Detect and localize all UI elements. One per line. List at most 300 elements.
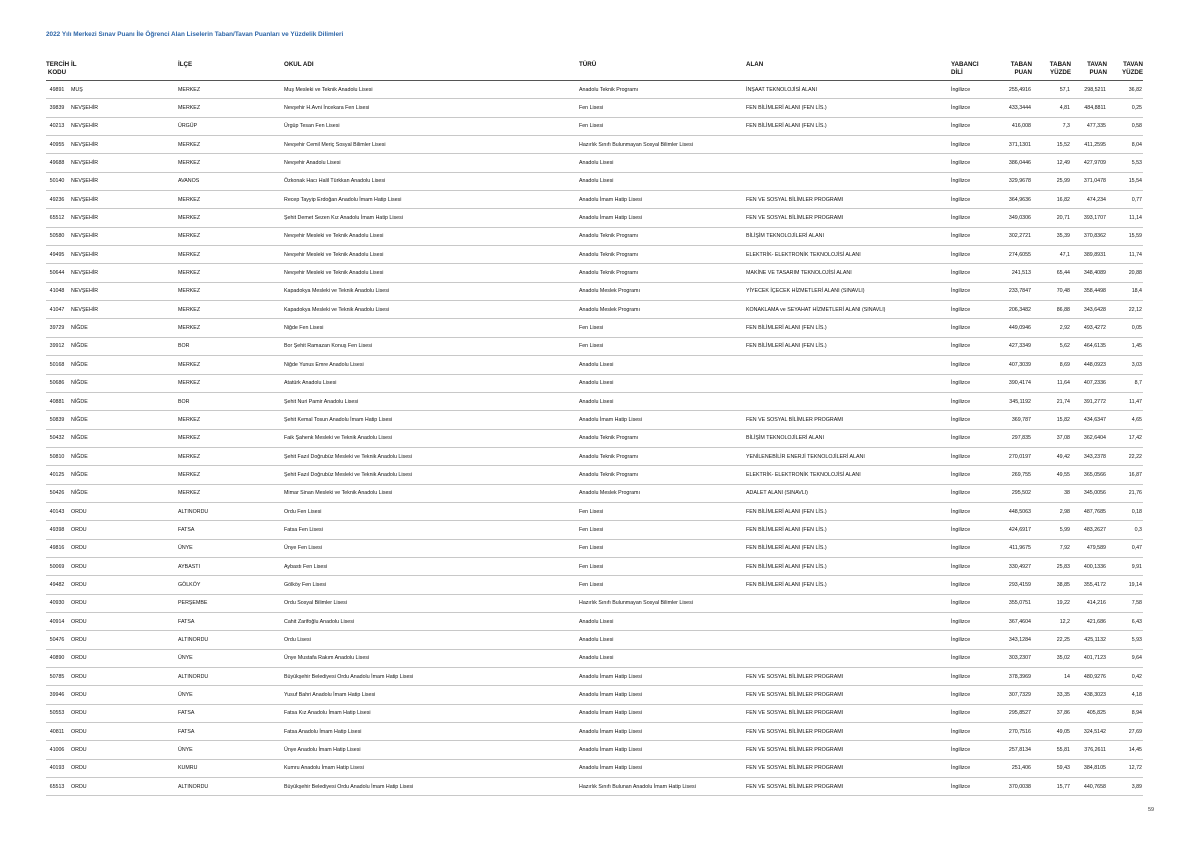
table-row bbox=[46, 668, 1143, 686]
cell-tur: Anadolu İmam Hatip Lisesi bbox=[579, 209, 746, 227]
cell-taban-puan: 386,0446 bbox=[1001, 154, 1032, 172]
cell-tur: Anadolu Teknik Programı bbox=[579, 447, 746, 465]
cell-okul: Cahit Zarifoğlu Anadolu Lisesi bbox=[284, 612, 579, 630]
cell-tavan-yuzde: 11,74 bbox=[1107, 246, 1143, 264]
cell-ilce: KUMRU bbox=[178, 759, 284, 777]
cell-dil: İngilizce bbox=[951, 172, 1001, 190]
cell-taban-puan: 416,008 bbox=[1001, 117, 1032, 135]
cell-tur: Anadolu Teknik Programı bbox=[579, 429, 746, 447]
cell-alan: FEN BİLİMLERİ ALANI (FEN LİS.) bbox=[746, 502, 951, 520]
cell-tavan-yuzde: 3,03 bbox=[1107, 356, 1143, 374]
cell-okul: Niğde Yunus Emre Anadolu Lisesi bbox=[284, 356, 579, 374]
cell-alan: FEN BİLİMLERİ ALANI (FEN LİS.) bbox=[746, 576, 951, 594]
cell-tavan-yuzde: 0,58 bbox=[1107, 117, 1143, 135]
cell-tavan-yuzde: 4,18 bbox=[1107, 686, 1143, 704]
cell-taban-yuzde: 25,99 bbox=[1032, 172, 1071, 190]
table-row bbox=[46, 557, 1143, 575]
cell-ilce: MERKEZ bbox=[178, 447, 284, 465]
cell-kod: 50644 bbox=[46, 264, 68, 282]
cell-tavan-puan: 448,0923 bbox=[1071, 356, 1107, 374]
table-row bbox=[46, 264, 1143, 282]
cell-taban-puan: 343,1284 bbox=[1001, 631, 1032, 649]
cell-il: NEVŞEHİR bbox=[68, 246, 178, 264]
cell-taban-puan: 293,4159 bbox=[1001, 576, 1032, 594]
cell-il: ORDU bbox=[68, 668, 178, 686]
cell-kod: 39912 bbox=[46, 337, 68, 355]
col-header-taban-puan: TABAN PUAN bbox=[1001, 54, 1032, 81]
school-scores-table bbox=[46, 54, 1143, 796]
cell-ilce: AVANOS bbox=[178, 172, 284, 190]
cell-tur: Hazırlık Sınıfı Bulunmayan Sosyal Bilimler Lisesi bbox=[579, 136, 746, 154]
cell-okul: Nevşehir Mesleki ve Teknik Anadolu Lisesi bbox=[284, 227, 579, 245]
cell-taban-puan: 233,7847 bbox=[1001, 282, 1032, 300]
cell-kod: 49891 bbox=[46, 81, 68, 99]
cell-tur: Anadolu İmam Hatip Lisesi bbox=[579, 411, 746, 429]
cell-tavan-yuzde: 17,42 bbox=[1107, 429, 1143, 447]
cell-kod: 50686 bbox=[46, 374, 68, 392]
cell-taban-yuzde: 20,71 bbox=[1032, 209, 1071, 227]
cell-ilce: MERKEZ bbox=[178, 99, 284, 117]
cell-taban-yuzde: 15,77 bbox=[1032, 778, 1071, 796]
cell-okul: Fatsa Anadolu İmam Hatip Lisesi bbox=[284, 723, 579, 741]
cell-il: NİĞDE bbox=[68, 447, 178, 465]
cell-tur: Anadolu Lisesi bbox=[579, 392, 746, 410]
cell-tavan-yuzde: 20,88 bbox=[1107, 264, 1143, 282]
table-row bbox=[46, 99, 1143, 117]
cell-okul: Ünye Anadolu İmam Hatip Lisesi bbox=[284, 741, 579, 759]
cell-tur: Anadolu Lisesi bbox=[579, 374, 746, 392]
cell-alan: FEN VE SOSYAL BİLİMLER PROGRAMI bbox=[746, 668, 951, 686]
cell-taban-puan: 295,8527 bbox=[1001, 704, 1032, 722]
cell-il: NEVŞEHİR bbox=[68, 117, 178, 135]
cell-taban-puan: 433,3444 bbox=[1001, 99, 1032, 117]
cell-taban-yuzde: 37,86 bbox=[1032, 704, 1071, 722]
cell-tavan-yuzde: 0,05 bbox=[1107, 319, 1143, 337]
cell-alan: BİLİŞİM TEKNOLOJİLERİ ALANI bbox=[746, 227, 951, 245]
table-row bbox=[46, 594, 1143, 612]
cell-tur: Anadolu Lisesi bbox=[579, 356, 746, 374]
cell-kod: 39946 bbox=[46, 686, 68, 704]
cell-ilce: MERKEZ bbox=[178, 411, 284, 429]
cell-taban-yuzde: 14 bbox=[1032, 668, 1071, 686]
cell-alan: ADALET ALANI (SINAVLI) bbox=[746, 484, 951, 502]
cell-tur: Anadolu Lisesi bbox=[579, 612, 746, 630]
cell-tur: Anadolu Teknik Programı bbox=[579, 264, 746, 282]
cell-okul: Kumru Anadolu İmam Hatip Lisesi bbox=[284, 759, 579, 777]
cell-tavan-yuzde: 0,47 bbox=[1107, 539, 1143, 557]
cell-ilce: ALTINORDU bbox=[178, 502, 284, 520]
cell-il: ORDU bbox=[68, 778, 178, 796]
table-row bbox=[46, 778, 1143, 796]
cell-kod: 50168 bbox=[46, 356, 68, 374]
cell-kod: 50785 bbox=[46, 668, 68, 686]
cell-alan: FEN VE SOSYAL BİLİMLER PROGRAMI bbox=[746, 686, 951, 704]
cell-kod: 50140 bbox=[46, 172, 68, 190]
cell-taban-puan: 206,3482 bbox=[1001, 301, 1032, 319]
cell-okul: Özkonak Hacı Halil Türkkan Anadolu Lisesi bbox=[284, 172, 579, 190]
cell-dil: İngilizce bbox=[951, 447, 1001, 465]
cell-dil: İngilizce bbox=[951, 429, 1001, 447]
cell-ilce: MERKEZ bbox=[178, 374, 284, 392]
cell-dil: İngilizce bbox=[951, 227, 1001, 245]
cell-tavan-yuzde: 0,42 bbox=[1107, 668, 1143, 686]
cell-ilce: FATSA bbox=[178, 723, 284, 741]
cell-kod: 65512 bbox=[46, 209, 68, 227]
cell-tavan-puan: 400,1336 bbox=[1071, 557, 1107, 575]
cell-ilce: ALTINORDU bbox=[178, 778, 284, 796]
cell-taban-puan: 257,8134 bbox=[1001, 741, 1032, 759]
cell-tur: Anadolu Lisesi bbox=[579, 154, 746, 172]
cell-tavan-yuzde: 21,76 bbox=[1107, 484, 1143, 502]
cell-taban-puan: 411,9675 bbox=[1001, 539, 1032, 557]
cell-tur: Fen Lisesi bbox=[579, 337, 746, 355]
cell-il: NEVŞEHİR bbox=[68, 264, 178, 282]
cell-tavan-yuzde: 8,7 bbox=[1107, 374, 1143, 392]
cell-dil: İngilizce bbox=[951, 759, 1001, 777]
cell-tavan-puan: 355,4172 bbox=[1071, 576, 1107, 594]
cell-tur: Fen Lisesi bbox=[579, 521, 746, 539]
col-header-kod: TERCİH KODU bbox=[46, 54, 68, 81]
cell-tavan-puan: 393,1707 bbox=[1071, 209, 1107, 227]
cell-okul: Fatsa Fen Lisesi bbox=[284, 521, 579, 539]
cell-dil: İngilizce bbox=[951, 612, 1001, 630]
table-header-row bbox=[46, 54, 1143, 81]
cell-ilce: MERKEZ bbox=[178, 282, 284, 300]
cell-kod: 50476 bbox=[46, 631, 68, 649]
cell-kod: 65513 bbox=[46, 778, 68, 796]
cell-alan bbox=[746, 594, 951, 612]
cell-okul: Faik Şahenk Mesleki ve Teknik Anadolu Lisesi bbox=[284, 429, 579, 447]
cell-il: NİĞDE bbox=[68, 411, 178, 429]
table-row bbox=[46, 429, 1143, 447]
cell-tur: Fen Lisesi bbox=[579, 319, 746, 337]
cell-tavan-yuzde: 0,3 bbox=[1107, 521, 1143, 539]
cell-kod: 49495 bbox=[46, 246, 68, 264]
cell-tavan-yuzde: 1,45 bbox=[1107, 337, 1143, 355]
table-row bbox=[46, 723, 1143, 741]
cell-taban-yuzde: 49,05 bbox=[1032, 723, 1071, 741]
cell-tavan-puan: 401,7123 bbox=[1071, 649, 1107, 667]
cell-taban-yuzde: 12,2 bbox=[1032, 612, 1071, 630]
cell-okul: Mimar Sinan Mesleki ve Teknik Anadolu Lisesi bbox=[284, 484, 579, 502]
cell-il: NİĞDE bbox=[68, 392, 178, 410]
cell-taban-puan: 329,9678 bbox=[1001, 172, 1032, 190]
cell-tavan-puan: 421,686 bbox=[1071, 612, 1107, 630]
cell-tur: Fen Lisesi bbox=[579, 557, 746, 575]
cell-tur: Anadolu Meslek Programı bbox=[579, 484, 746, 502]
cell-alan: FEN VE SOSYAL BİLİMLER PROGRAMI bbox=[746, 723, 951, 741]
cell-taban-yuzde: 2,92 bbox=[1032, 319, 1071, 337]
cell-taban-puan: 369,787 bbox=[1001, 411, 1032, 429]
cell-tur: Anadolu Teknik Programı bbox=[579, 227, 746, 245]
cell-tur: Anadolu Lisesi bbox=[579, 649, 746, 667]
cell-tavan-yuzde: 7,58 bbox=[1107, 594, 1143, 612]
cell-taban-yuzde: 5,62 bbox=[1032, 337, 1071, 355]
cell-ilce: FATSA bbox=[178, 704, 284, 722]
cell-alan: YİYECEK İÇECEK HİZMETLERİ ALANI (SINAVLI) bbox=[746, 282, 951, 300]
page-number: 59 bbox=[1148, 807, 1155, 813]
cell-alan: FEN VE SOSYAL BİLİMLER PROGRAMI bbox=[746, 411, 951, 429]
cell-tavan-puan: 493,4272 bbox=[1071, 319, 1107, 337]
cell-il: ORDU bbox=[68, 759, 178, 777]
cell-il: NEVŞEHİR bbox=[68, 227, 178, 245]
cell-kod: 50426 bbox=[46, 484, 68, 502]
cell-okul: Ordu Lisesi bbox=[284, 631, 579, 649]
cell-alan: FEN BİLİMLERİ ALANI (FEN LİS.) bbox=[746, 99, 951, 117]
cell-tavan-yuzde: 22,22 bbox=[1107, 447, 1143, 465]
document-title: 2022 Yılı Merkezi Sınav Puanı İle Öğrenci Alan Liselerin Taban/Tavan Puanları ve Yüzdelik Dilimleri bbox=[46, 31, 344, 38]
cell-taban-yuzde: 4,81 bbox=[1032, 99, 1071, 117]
cell-taban-yuzde: 49,42 bbox=[1032, 447, 1071, 465]
cell-dil: İngilizce bbox=[951, 191, 1001, 209]
cell-taban-puan: 297,835 bbox=[1001, 429, 1032, 447]
cell-taban-yuzde: 70,48 bbox=[1032, 282, 1071, 300]
cell-kod: 40955 bbox=[46, 136, 68, 154]
cell-il: NİĞDE bbox=[68, 374, 178, 392]
cell-tur: Anadolu Lisesi bbox=[579, 172, 746, 190]
table-row bbox=[46, 741, 1143, 759]
cell-taban-puan: 370,0038 bbox=[1001, 778, 1032, 796]
cell-il: NEVŞEHİR bbox=[68, 99, 178, 117]
table-row bbox=[46, 649, 1143, 667]
cell-alan: FEN VE SOSYAL BİLİMLER PROGRAMI bbox=[746, 759, 951, 777]
cell-dil: İngilizce bbox=[951, 539, 1001, 557]
col-header-tavan-yuzde: TAVAN YÜZDE bbox=[1107, 54, 1143, 81]
table-row bbox=[46, 631, 1143, 649]
cell-il: ORDU bbox=[68, 502, 178, 520]
cell-dil: İngilizce bbox=[951, 392, 1001, 410]
cell-kod: 39839 bbox=[46, 99, 68, 117]
cell-okul: Muş Mesleki ve Teknik Anadolu Lisesi bbox=[284, 81, 579, 99]
cell-taban-puan: 427,3349 bbox=[1001, 337, 1032, 355]
cell-okul: Şehit Fazıl Doğrubüz Mesleki ve Teknik Anadolu Lisesi bbox=[284, 447, 579, 465]
table-row bbox=[46, 117, 1143, 135]
cell-tur: Fen Lisesi bbox=[579, 502, 746, 520]
cell-alan: MAKİNE VE TASARIM TEKNOLOJİSİ ALANI bbox=[746, 264, 951, 282]
cell-alan: FEN VE SOSYAL BİLİMLER PROGRAMI bbox=[746, 209, 951, 227]
cell-tavan-puan: 370,8362 bbox=[1071, 227, 1107, 245]
cell-il: NEVŞEHİR bbox=[68, 209, 178, 227]
cell-dil: İngilizce bbox=[951, 136, 1001, 154]
cell-dil: İngilizce bbox=[951, 668, 1001, 686]
cell-ilce: MERKEZ bbox=[178, 191, 284, 209]
cell-tavan-puan: 371,0478 bbox=[1071, 172, 1107, 190]
cell-tavan-yuzde: 18,4 bbox=[1107, 282, 1143, 300]
cell-il: ORDU bbox=[68, 741, 178, 759]
cell-tavan-puan: 405,825 bbox=[1071, 704, 1107, 722]
table-row bbox=[46, 154, 1143, 172]
cell-alan: FEN BİLİMLERİ ALANI (FEN LİS.) bbox=[746, 539, 951, 557]
cell-kod: 40143 bbox=[46, 502, 68, 520]
cell-taban-puan: 367,4604 bbox=[1001, 612, 1032, 630]
cell-ilce: MERKEZ bbox=[178, 429, 284, 447]
cell-dil: İngilizce bbox=[951, 209, 1001, 227]
cell-tavan-puan: 389,8931 bbox=[1071, 246, 1107, 264]
cell-tur: Anadolu İmam Hatip Lisesi bbox=[579, 759, 746, 777]
cell-tur: Anadolu Teknik Programı bbox=[579, 81, 746, 99]
cell-taban-puan: 364,9636 bbox=[1001, 191, 1032, 209]
cell-taban-puan: 449,0946 bbox=[1001, 319, 1032, 337]
cell-taban-puan: 241,513 bbox=[1001, 264, 1032, 282]
cell-tavan-yuzde: 4,65 bbox=[1107, 411, 1143, 429]
cell-kod: 49482 bbox=[46, 576, 68, 594]
table-row bbox=[46, 246, 1143, 264]
cell-tavan-yuzde: 5,53 bbox=[1107, 154, 1143, 172]
cell-taban-puan: 295,502 bbox=[1001, 484, 1032, 502]
cell-taban-puan: 270,0197 bbox=[1001, 447, 1032, 465]
cell-alan bbox=[746, 649, 951, 667]
cell-tavan-yuzde: 5,93 bbox=[1107, 631, 1143, 649]
cell-tavan-yuzde: 14,45 bbox=[1107, 741, 1143, 759]
cell-okul: Şehit Nuri Pamir Anadolu Lisesi bbox=[284, 392, 579, 410]
cell-taban-puan: 378,3969 bbox=[1001, 668, 1032, 686]
cell-dil: İngilizce bbox=[951, 81, 1001, 99]
cell-kod: 40213 bbox=[46, 117, 68, 135]
cell-dil: İngilizce bbox=[951, 374, 1001, 392]
cell-taban-yuzde: 86,88 bbox=[1032, 301, 1071, 319]
cell-okul: Şehit Demet Sezen Kız Anadolu İmam Hatip Lisesi bbox=[284, 209, 579, 227]
cell-ilce: MERKEZ bbox=[178, 356, 284, 374]
cell-alan bbox=[746, 136, 951, 154]
cell-taban-puan: 349,0306 bbox=[1001, 209, 1032, 227]
cell-okul: Büyükşehir Belediyesi Ordu Anadolu İmam Hatip Lisesi bbox=[284, 668, 579, 686]
cell-taban-yuzde: 59,43 bbox=[1032, 759, 1071, 777]
table-row bbox=[46, 612, 1143, 630]
cell-il: ORDU bbox=[68, 686, 178, 704]
table-row bbox=[46, 282, 1143, 300]
cell-tur: Anadolu İmam Hatip Lisesi bbox=[579, 741, 746, 759]
cell-tavan-yuzde: 9,64 bbox=[1107, 649, 1143, 667]
cell-tavan-yuzde: 15,59 bbox=[1107, 227, 1143, 245]
cell-il: ORDU bbox=[68, 649, 178, 667]
cell-kod: 50810 bbox=[46, 447, 68, 465]
cell-okul: Ünye Fen Lisesi bbox=[284, 539, 579, 557]
cell-okul: Recep Tayyip Erdoğan Anadolu İmam Hatip Lisesi bbox=[284, 191, 579, 209]
cell-tavan-puan: 483,2627 bbox=[1071, 521, 1107, 539]
cell-taban-yuzde: 15,82 bbox=[1032, 411, 1071, 429]
cell-tur: Anadolu İmam Hatip Lisesi bbox=[579, 668, 746, 686]
col-header-tur: TÜRÜ bbox=[579, 54, 746, 81]
cell-ilce: MERKEZ bbox=[178, 81, 284, 99]
cell-okul: Nevşehir Mesleki ve Teknik Anadolu Lisesi bbox=[284, 246, 579, 264]
cell-taban-yuzde: 21,74 bbox=[1032, 392, 1071, 410]
cell-alan: YENİLENEBİLİR ENERJİ TEKNOLOJİLERİ ALANI bbox=[746, 447, 951, 465]
table-row bbox=[46, 411, 1143, 429]
table-row bbox=[46, 301, 1143, 319]
cell-okul: Ünye Mustafa Rakım Anadolu Lisesi bbox=[284, 649, 579, 667]
cell-il: NEVŞEHİR bbox=[68, 154, 178, 172]
cell-ilce: MERKEZ bbox=[178, 319, 284, 337]
cell-dil: İngilizce bbox=[951, 411, 1001, 429]
cell-il: NİĞDE bbox=[68, 356, 178, 374]
cell-ilce: MERKEZ bbox=[178, 246, 284, 264]
table-row bbox=[46, 392, 1143, 410]
cell-tavan-puan: 298,5211 bbox=[1071, 81, 1107, 99]
cell-il: NİĞDE bbox=[68, 429, 178, 447]
cell-tavan-puan: 384,8105 bbox=[1071, 759, 1107, 777]
table-row bbox=[46, 521, 1143, 539]
cell-tavan-yuzde: 27,69 bbox=[1107, 723, 1143, 741]
table-row bbox=[46, 686, 1143, 704]
cell-taban-yuzde: 8,69 bbox=[1032, 356, 1071, 374]
cell-il: MUŞ bbox=[68, 81, 178, 99]
cell-okul: Nevşehir H.Avni İncekara Fen Lisesi bbox=[284, 99, 579, 117]
cell-taban-yuzde: 12,49 bbox=[1032, 154, 1071, 172]
col-header-alan: ALAN bbox=[746, 54, 951, 81]
cell-il: NEVŞEHİR bbox=[68, 301, 178, 319]
cell-il: ORDU bbox=[68, 723, 178, 741]
table-row bbox=[46, 191, 1143, 209]
cell-alan bbox=[746, 154, 951, 172]
cell-tur: Anadolu Teknik Programı bbox=[579, 246, 746, 264]
cell-tavan-yuzde: 9,91 bbox=[1107, 557, 1143, 575]
cell-tavan-puan: 484,8811 bbox=[1071, 99, 1107, 117]
cell-tur: Anadolu İmam Hatip Lisesi bbox=[579, 686, 746, 704]
cell-tavan-puan: 348,4089 bbox=[1071, 264, 1107, 282]
cell-alan: FEN BİLİMLERİ ALANI (FEN LİS.) bbox=[746, 319, 951, 337]
cell-tur: Anadolu Meslek Programı bbox=[579, 301, 746, 319]
cell-okul: Büyükşehir Belediyesi Ordu Anadolu İmam Hatip Lisesi bbox=[284, 778, 579, 796]
cell-alan: FEN BİLİMLERİ ALANI (FEN LİS.) bbox=[746, 117, 951, 135]
cell-il: ORDU bbox=[68, 576, 178, 594]
cell-okul: Şehit Fazıl Doğrubüz Mesleki ve Teknik Anadolu Lisesi bbox=[284, 466, 579, 484]
table-row bbox=[46, 447, 1143, 465]
cell-tavan-puan: 407,2336 bbox=[1071, 374, 1107, 392]
cell-ilce: MERKEZ bbox=[178, 301, 284, 319]
table-row bbox=[46, 484, 1143, 502]
cell-taban-yuzde: 35,39 bbox=[1032, 227, 1071, 245]
cell-tavan-puan: 358,4498 bbox=[1071, 282, 1107, 300]
cell-ilce: GÖLKÖY bbox=[178, 576, 284, 594]
cell-tavan-puan: 362,6404 bbox=[1071, 429, 1107, 447]
cell-dil: İngilizce bbox=[951, 576, 1001, 594]
cell-tur: Hazırlık Sınıfı Bulunmayan Sosyal Bilimler Lisesi bbox=[579, 594, 746, 612]
cell-dil: İngilizce bbox=[951, 741, 1001, 759]
cell-dil: İngilizce bbox=[951, 319, 1001, 337]
cell-il: NİĞDE bbox=[68, 484, 178, 502]
cell-tavan-puan: 464,6135 bbox=[1071, 337, 1107, 355]
cell-ilce: MERKEZ bbox=[178, 484, 284, 502]
cell-tavan-puan: 487,7685 bbox=[1071, 502, 1107, 520]
cell-il: NEVŞEHİR bbox=[68, 172, 178, 190]
cell-ilce: FATSA bbox=[178, 521, 284, 539]
cell-alan: FEN VE SOSYAL BİLİMLER PROGRAMI bbox=[746, 741, 951, 759]
table-row bbox=[46, 227, 1143, 245]
cell-kod: 39729 bbox=[46, 319, 68, 337]
cell-okul: Fatsa Kız Anadolu İmam Hatip Lisesi bbox=[284, 704, 579, 722]
cell-alan: FEN VE SOSYAL BİLİMLER PROGRAMI bbox=[746, 191, 951, 209]
table-row bbox=[46, 337, 1143, 355]
cell-ilce: MERKEZ bbox=[178, 136, 284, 154]
cell-tavan-puan: 345,0056 bbox=[1071, 484, 1107, 502]
cell-taban-yuzde: 33,35 bbox=[1032, 686, 1071, 704]
cell-tavan-yuzde: 6,43 bbox=[1107, 612, 1143, 630]
col-header-tavan-puan: TAVAN PUAN bbox=[1071, 54, 1107, 81]
cell-kod: 40890 bbox=[46, 649, 68, 667]
cell-taban-puan: 448,5063 bbox=[1001, 502, 1032, 520]
cell-ilce: MERKEZ bbox=[178, 154, 284, 172]
cell-alan: ELEKTRİK- ELEKTRONİK TEKNOLOJİSİ ALANI bbox=[746, 246, 951, 264]
cell-tavan-puan: 479,589 bbox=[1071, 539, 1107, 557]
table-row bbox=[46, 136, 1143, 154]
col-header-il: İL bbox=[68, 54, 178, 81]
cell-tavan-puan: 477,335 bbox=[1071, 117, 1107, 135]
cell-ilce: FATSA bbox=[178, 612, 284, 630]
cell-ilce: PERŞEMBE bbox=[178, 594, 284, 612]
col-header-ilce: İLÇE bbox=[178, 54, 284, 81]
cell-il: ORDU bbox=[68, 594, 178, 612]
cell-il: NİĞDE bbox=[68, 337, 178, 355]
